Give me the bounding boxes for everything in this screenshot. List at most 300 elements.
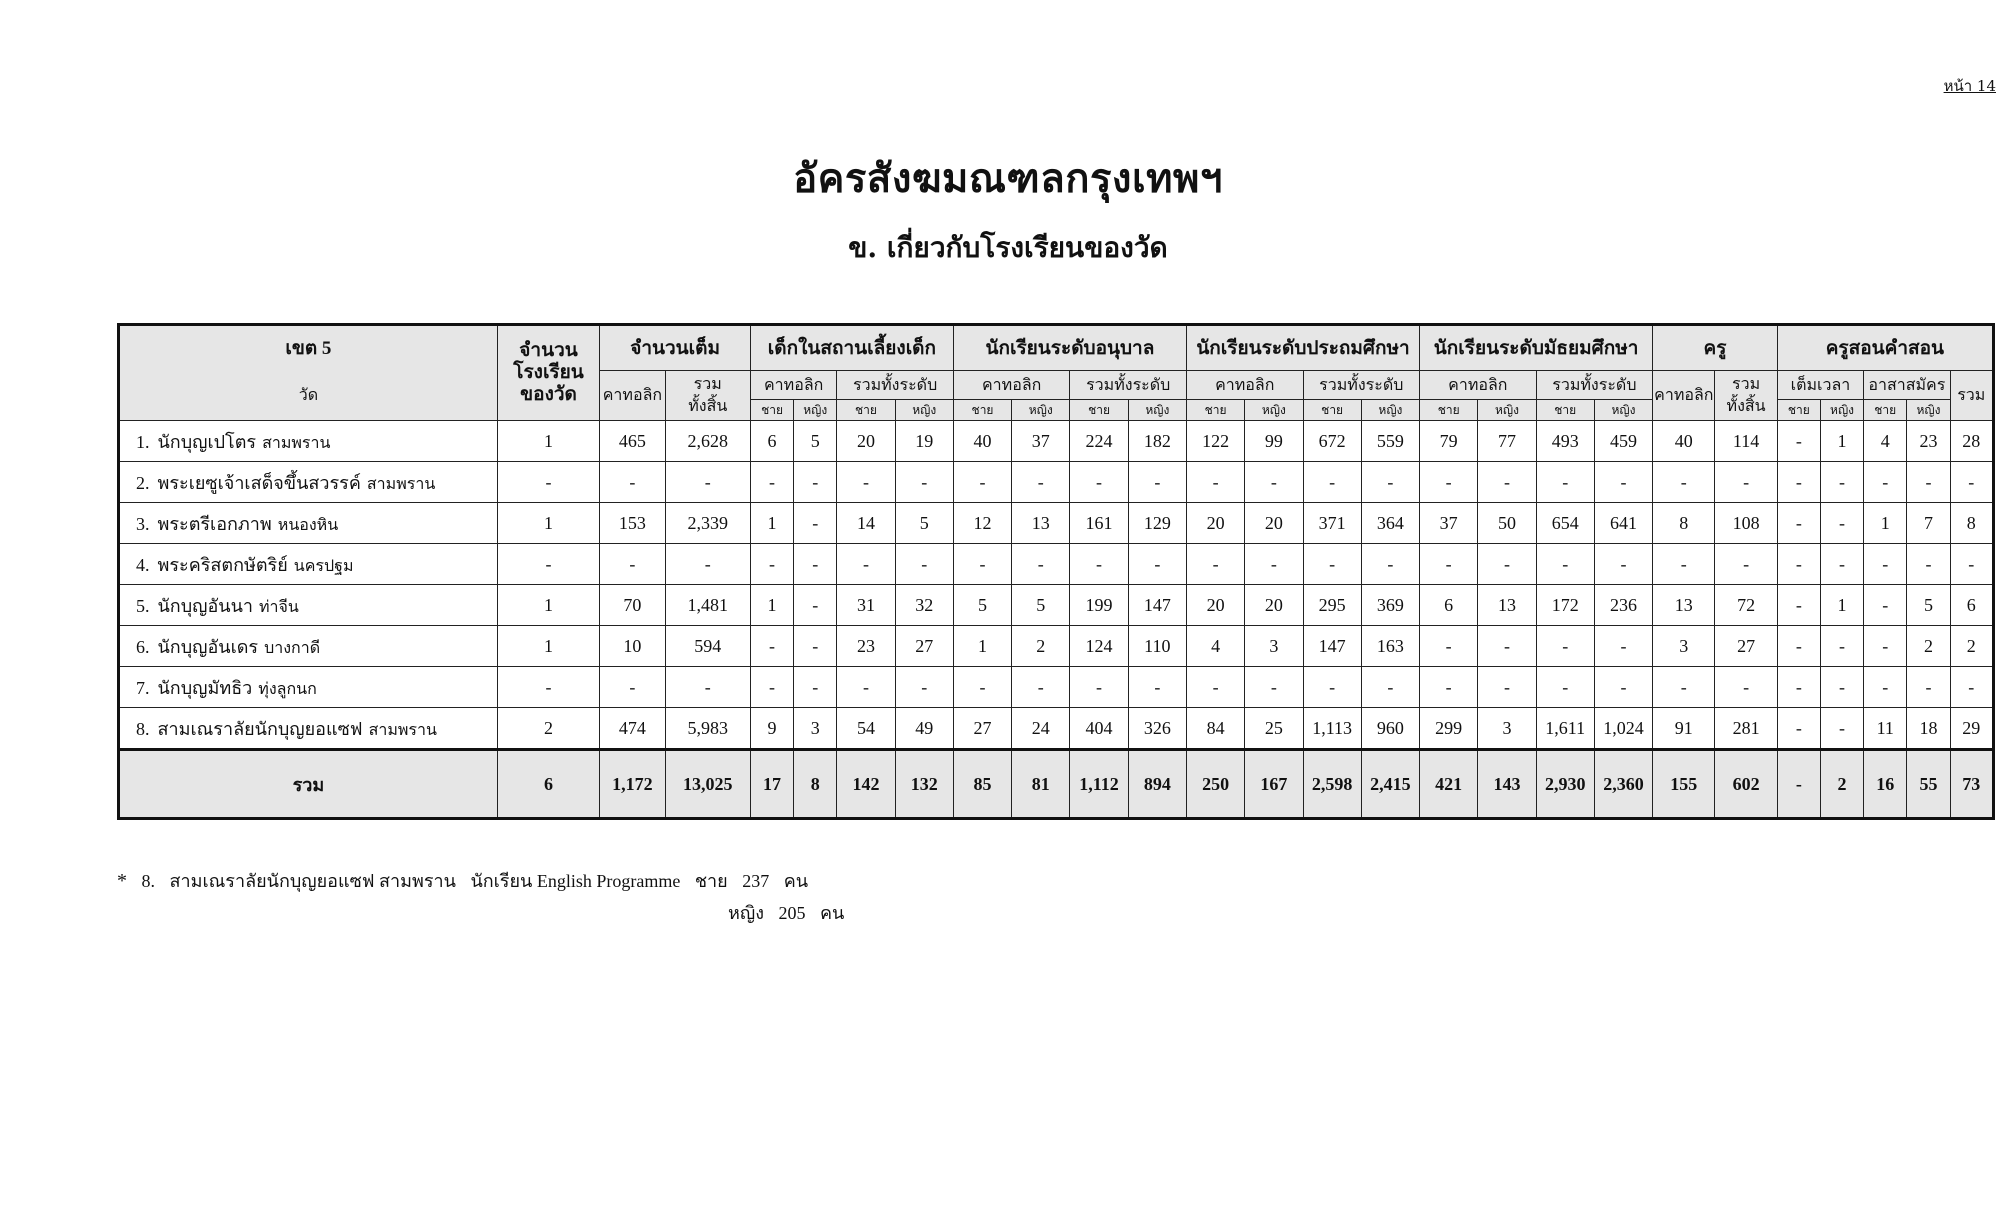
table-cell: - (1820, 462, 1863, 503)
footnote-female-count: 205 (778, 903, 806, 923)
total-cell: 16 (1864, 750, 1907, 819)
footnote-star: * (117, 870, 127, 892)
total-cell: 421 (1420, 750, 1478, 819)
table-row (119, 544, 1994, 585)
table-cell: - (794, 544, 837, 585)
secondary-header: นักเรียนระดับมัธยมศึกษา (1420, 325, 1653, 371)
wat-location: นครปฐม (293, 557, 354, 575)
table-cell: - (1361, 462, 1419, 503)
table-cell: - (665, 544, 750, 585)
wat-name-cell (119, 708, 498, 750)
secondary-catholic-header: คาทอลิก (1420, 371, 1537, 400)
gender-female: หญิง (1128, 400, 1186, 421)
table-cell: - (1594, 544, 1652, 585)
table-cell: 2 (1012, 626, 1070, 667)
table-cell: - (1478, 626, 1536, 667)
wat-location: สามพราน (366, 475, 436, 493)
table-cell: 40 (953, 421, 1011, 462)
wat-location: สามพราน (368, 721, 437, 739)
teachers-total-header: รวม ทั้งสิ้น (1715, 371, 1777, 421)
table-cell: - (1594, 626, 1652, 667)
table-cell: - (1012, 462, 1070, 503)
catechists-header: ครูสอนคำสอน (1777, 325, 1993, 371)
table-cell: 84 (1186, 708, 1244, 750)
teachers-catholic-header: คาทอลิก (1653, 371, 1715, 421)
table-cell: 199 (1070, 585, 1128, 626)
total-cell: 8 (794, 750, 837, 819)
page-title: อัครสังฆมณฑลกรุงเทพฯ (793, 155, 1223, 202)
table-cell: 5 (953, 585, 1011, 626)
table-cell: 5 (794, 421, 837, 462)
table-cell: - (1128, 667, 1186, 708)
wat-name-cell (119, 421, 498, 462)
table-cell: 1 (953, 626, 1011, 667)
table-cell: 37 (1420, 503, 1478, 544)
table-cell: 6 (1420, 585, 1478, 626)
table-cell: 8 (1950, 503, 1993, 544)
table-cell: - (497, 544, 599, 585)
table-cell: 77 (1478, 421, 1536, 462)
gender-female: หญิง (1907, 400, 1950, 421)
table-cell: 4 (1186, 626, 1244, 667)
fulltime-header: เต็มเวลา (1777, 371, 1863, 400)
table-cell: - (1653, 544, 1715, 585)
wat-name: พระเยซูเจ้าเสด็จขึ้นสวรรค์ (157, 472, 361, 493)
footnote-female-label: หญิง (728, 903, 764, 923)
table-cell: 1 (1864, 503, 1907, 544)
gender-female: หญิง (1820, 400, 1863, 421)
row-number: 2. (136, 472, 150, 493)
total-cell: 73 (1950, 750, 1993, 819)
table-cell: 474 (600, 708, 665, 750)
table-cell: 13 (1012, 503, 1070, 544)
wat-name-cell (119, 462, 498, 503)
table-cell: - (1303, 544, 1361, 585)
table-cell: 20 (1245, 503, 1303, 544)
total-cell: 1,112 (1070, 750, 1128, 819)
table-cell: 79 (1420, 421, 1478, 462)
total-cell: 13,025 (665, 750, 750, 819)
table-cell: 99 (1245, 421, 1303, 462)
table-cell: 1,611 (1536, 708, 1594, 750)
table-cell: - (794, 585, 837, 626)
zone-label: เขต 5 (119, 325, 498, 371)
table-cell: 29 (1950, 708, 1993, 750)
footnote-program: นักเรียน English Programme (470, 871, 681, 891)
table-cell: 1,481 (665, 585, 750, 626)
table-cell: - (1361, 544, 1419, 585)
table-cell: 114 (1715, 421, 1777, 462)
table-cell: - (750, 544, 793, 585)
table-cell: 672 (1303, 421, 1361, 462)
full-catholic-header: คาทอลิก (600, 371, 665, 421)
table-cell: - (1420, 462, 1478, 503)
gender-male: ชาย (1420, 400, 1478, 421)
gender-male: ชาย (1536, 400, 1594, 421)
table-cell: 1 (1820, 585, 1863, 626)
table-cell: 1 (497, 626, 599, 667)
table-cell: - (1012, 667, 1070, 708)
wat-name: นักบุญอันเดร (157, 636, 259, 657)
table-cell: - (1950, 544, 1993, 585)
wat-name: สามเณราลัยนักบุญยอแซฟ (157, 718, 363, 739)
table-cell: - (1820, 708, 1863, 750)
row-number: 4. (136, 554, 150, 575)
table-cell: - (1536, 667, 1594, 708)
table-cell: - (1653, 667, 1715, 708)
table-cell: 161 (1070, 503, 1128, 544)
table-cell: 5,983 (665, 708, 750, 750)
total-cell: 167 (1245, 750, 1303, 819)
table-cell: 299 (1420, 708, 1478, 750)
table-cell: - (1777, 667, 1820, 708)
volunteer-header: อาสาสมัคร (1864, 371, 1950, 400)
table-cell: - (665, 667, 750, 708)
table-cell: - (1303, 667, 1361, 708)
gender-female: หญิง (1245, 400, 1303, 421)
table-cell: 654 (1536, 503, 1594, 544)
table-cell: - (1012, 544, 1070, 585)
table-cell: 20 (1245, 585, 1303, 626)
table-cell: 20 (837, 421, 895, 462)
table-cell: 1 (1820, 421, 1863, 462)
table-cell: - (1907, 462, 1950, 503)
table-cell: 6 (750, 421, 793, 462)
wat-name-cell (119, 626, 498, 667)
kg-total-header: รวมทั้งระดับ (1070, 371, 1187, 400)
table-cell: - (750, 667, 793, 708)
table-cell: 8 (1653, 503, 1715, 544)
wat-name-cell (119, 667, 498, 708)
table-cell: - (1715, 462, 1777, 503)
table-cell: - (1536, 626, 1594, 667)
table-cell: 2 (1950, 626, 1993, 667)
table-cell: - (1536, 462, 1594, 503)
table-cell: - (1420, 626, 1478, 667)
table-cell: - (1594, 462, 1652, 503)
table-cell: 3 (1653, 626, 1715, 667)
table-cell: - (1361, 667, 1419, 708)
full-count-header: จำนวนเต็ม (600, 325, 751, 371)
footnote-school: สามเณราลัยนักบุญยอแซฟ สามพราน (169, 871, 456, 891)
kindergarten-header: นักเรียนระดับอนุบาล (953, 325, 1186, 371)
table-cell: - (1864, 462, 1907, 503)
table-cell: - (1907, 667, 1950, 708)
table-body (119, 421, 1994, 750)
table-cell: - (600, 544, 665, 585)
table-cell: 23 (837, 626, 895, 667)
table-cell: 28 (1950, 421, 1993, 462)
wat-name-cell (119, 544, 498, 585)
table-cell: 5 (1907, 585, 1950, 626)
table-row (119, 626, 1994, 667)
table-cell: - (837, 544, 895, 585)
table-cell: 108 (1715, 503, 1777, 544)
table-cell: - (1186, 462, 1244, 503)
table-cell: 11 (1864, 708, 1907, 750)
table-cell: - (1245, 462, 1303, 503)
table-cell: 124 (1070, 626, 1128, 667)
wat-location: หนองหิน (277, 516, 339, 534)
table-cell: - (1864, 585, 1907, 626)
gender-male: ชาย (837, 400, 895, 421)
table-row (119, 421, 1994, 462)
table-cell: 13 (1478, 585, 1536, 626)
table-cell: 236 (1594, 585, 1652, 626)
table-cell: 12 (953, 503, 1011, 544)
table-cell: 153 (600, 503, 665, 544)
table-row (119, 462, 1994, 503)
wat-header: วัด (119, 371, 498, 421)
table-row (119, 503, 1994, 544)
primary-total-header: รวมทั้งระดับ (1303, 371, 1420, 400)
wat-location: ท่าจีน (259, 598, 299, 616)
table-cell: - (750, 462, 793, 503)
row-number: 6. (136, 636, 150, 657)
footnote-line-2 (728, 898, 854, 927)
table-cell: 25 (1245, 708, 1303, 750)
table-cell: - (1653, 462, 1715, 503)
table-cell: 49 (895, 708, 953, 750)
table-cell: 19 (895, 421, 953, 462)
table-cell: - (895, 544, 953, 585)
table-cell: - (837, 462, 895, 503)
table-cell: 122 (1186, 421, 1244, 462)
table-cell: 3 (794, 708, 837, 750)
kg-catholic-header: คาทอลิก (953, 371, 1070, 400)
table-cell: - (1864, 544, 1907, 585)
table-cell: 182 (1128, 421, 1186, 462)
total-cell: 55 (1907, 750, 1950, 819)
gender-male: ชาย (1303, 400, 1361, 421)
wat-location: ทุ่งลูกนก (258, 680, 317, 698)
wat-name: นักบุญเปโตร (157, 431, 257, 452)
table-cell: 31 (837, 585, 895, 626)
table-cell: - (794, 462, 837, 503)
table-cell: - (1820, 667, 1863, 708)
total-row (119, 750, 1994, 819)
table-cell: 27 (953, 708, 1011, 750)
table-cell: 2 (497, 708, 599, 750)
table-cell: 1 (497, 421, 599, 462)
table-cell: 2 (1907, 626, 1950, 667)
table-cell: 6 (1950, 585, 1993, 626)
table-cell: 1 (497, 585, 599, 626)
table-cell: - (1777, 462, 1820, 503)
table-cell: - (794, 667, 837, 708)
table-cell: - (1420, 667, 1478, 708)
table-cell: - (1777, 626, 1820, 667)
table-cell: - (1070, 667, 1128, 708)
gender-female: หญิง (895, 400, 953, 421)
total-cell: 132 (895, 750, 953, 819)
table-cell: - (953, 667, 1011, 708)
table-cell: - (1420, 544, 1478, 585)
table-cell: - (1536, 544, 1594, 585)
table-cell: - (1777, 503, 1820, 544)
table-cell: 594 (665, 626, 750, 667)
total-label: รวม (119, 750, 498, 819)
table-cell: - (600, 462, 665, 503)
footnote-male-unit: คน (783, 871, 809, 891)
table-cell: 13 (1653, 585, 1715, 626)
table-cell: 40 (1653, 421, 1715, 462)
total-cell: 142 (837, 750, 895, 819)
table-cell: 129 (1128, 503, 1186, 544)
wat-name-cell (119, 503, 498, 544)
full-total-header: รวม ทั้งสิ้น (665, 371, 750, 421)
table-cell: 24 (1012, 708, 1070, 750)
table-cell: 559 (1361, 421, 1419, 462)
row-number: 1. (136, 431, 150, 452)
wat-location: บางกาดี (264, 639, 321, 657)
table-cell: - (1478, 462, 1536, 503)
wat-name: นักบุญมัทธิว (157, 677, 253, 698)
table-cell: - (750, 626, 793, 667)
table-cell: 5 (1012, 585, 1070, 626)
table-cell: 1 (750, 503, 793, 544)
table-cell: 493 (1536, 421, 1594, 462)
table-cell: - (1820, 626, 1863, 667)
table-cell: - (497, 667, 599, 708)
table-cell: 54 (837, 708, 895, 750)
school-count-header: จำนวน โรงเรียน ของวัด (497, 325, 599, 421)
footnote-male-count: 237 (742, 871, 770, 891)
table-cell: 281 (1715, 708, 1777, 750)
table-cell: 70 (600, 585, 665, 626)
table-cell: - (665, 462, 750, 503)
table-row (119, 708, 1994, 750)
table-cell: - (895, 462, 953, 503)
table-cell: - (1820, 503, 1863, 544)
table-cell: 10 (600, 626, 665, 667)
table-cell: 18 (1907, 708, 1950, 750)
table-cell: - (1820, 544, 1863, 585)
nursery-total-header: รวมทั้งระดับ (837, 371, 954, 400)
table-cell: - (1950, 462, 1993, 503)
gender-male: ชาย (1070, 400, 1128, 421)
gender-male: ชาย (953, 400, 1011, 421)
table-cell: - (1715, 544, 1777, 585)
table-cell: 3 (1478, 708, 1536, 750)
nursery-header: เด็กในสถานเลี้ยงเด็ก (750, 325, 953, 371)
table-cell: - (1950, 667, 1993, 708)
table-cell: 14 (837, 503, 895, 544)
table-cell: - (1245, 667, 1303, 708)
table-cell: 371 (1303, 503, 1361, 544)
gender-female: หญิง (1478, 400, 1536, 421)
footnote-female-unit: คน (820, 903, 845, 923)
table-cell: - (1777, 421, 1820, 462)
table-cell: - (1864, 667, 1907, 708)
table-cell: - (794, 503, 837, 544)
teachers-header: ครู (1653, 325, 1778, 371)
table-cell: - (600, 667, 665, 708)
table-cell: 20 (1186, 585, 1244, 626)
table-cell: 32 (895, 585, 953, 626)
table-cell: 459 (1594, 421, 1652, 462)
row-number: 7. (136, 677, 150, 698)
footnote-line-1 (117, 866, 818, 895)
table-cell: 27 (1715, 626, 1777, 667)
table-cell: 1 (750, 585, 793, 626)
table-cell: - (1070, 462, 1128, 503)
row-number: 8. (136, 718, 150, 739)
footnote-male-label: ชาย (694, 871, 728, 891)
table-cell: 2,339 (665, 503, 750, 544)
table-cell: - (1128, 462, 1186, 503)
total-cell: 2,930 (1536, 750, 1594, 819)
gender-male: ชาย (1186, 400, 1244, 421)
table-cell: 37 (1012, 421, 1070, 462)
table-cell: 147 (1128, 585, 1186, 626)
total-cell: 2,415 (1361, 750, 1419, 819)
table-cell: 369 (1361, 585, 1419, 626)
table-cell: - (953, 462, 1011, 503)
wat-location: สามพราน (262, 434, 331, 452)
total-cell: 2,598 (1303, 750, 1361, 819)
total-cell: 17 (750, 750, 793, 819)
table-cell: 465 (600, 421, 665, 462)
gender-female: หญิง (794, 400, 837, 421)
total-cell: 2,360 (1594, 750, 1652, 819)
page-subtitle: ข. เกี่ยวกับโรงเรียนของวัด (848, 231, 1168, 264)
table-cell: 4 (1864, 421, 1907, 462)
footnote-number: 8. (141, 871, 155, 891)
primary-catholic-header: คาทอลิก (1186, 371, 1303, 400)
table-row (119, 667, 1994, 708)
table-cell: 50 (1478, 503, 1536, 544)
table-cell: 1 (497, 503, 599, 544)
table-cell: - (794, 626, 837, 667)
table-cell: 404 (1070, 708, 1128, 750)
secondary-total-header: รวมทั้งระดับ (1536, 371, 1653, 400)
table-cell: 9 (750, 708, 793, 750)
table-cell: - (1128, 544, 1186, 585)
table-cell: 295 (1303, 585, 1361, 626)
table-cell: 91 (1653, 708, 1715, 750)
table-cell: 641 (1594, 503, 1652, 544)
catechist-sum-header: รวม (1950, 371, 1993, 421)
wat-name-cell (119, 585, 498, 626)
table-cell: 7 (1907, 503, 1950, 544)
table-cell: - (1070, 544, 1128, 585)
table-cell: 2,628 (665, 421, 750, 462)
table-cell: 326 (1128, 708, 1186, 750)
table-cell: - (1245, 544, 1303, 585)
total-cell: 2 (1820, 750, 1863, 819)
table-cell: - (1777, 544, 1820, 585)
table-cell: - (1303, 462, 1361, 503)
school-statistics-table (117, 323, 1995, 820)
wat-name: พระตรีเอกภาพ (157, 513, 272, 534)
primary-header: นักเรียนระดับประถมศึกษา (1186, 325, 1419, 371)
table-row (119, 585, 1994, 626)
gender-male: ชาย (750, 400, 793, 421)
table-cell: - (1478, 667, 1536, 708)
table-cell: - (1478, 544, 1536, 585)
gender-male: ชาย (1777, 400, 1820, 421)
table-cell: - (1186, 544, 1244, 585)
total-cell: 81 (1012, 750, 1070, 819)
gender-female: หญิง (1012, 400, 1070, 421)
table-cell: 147 (1303, 626, 1361, 667)
table-cell: 72 (1715, 585, 1777, 626)
table-cell: 23 (1907, 421, 1950, 462)
total-cell: 894 (1128, 750, 1186, 819)
table-cell: 224 (1070, 421, 1128, 462)
table-cell: - (1594, 667, 1652, 708)
